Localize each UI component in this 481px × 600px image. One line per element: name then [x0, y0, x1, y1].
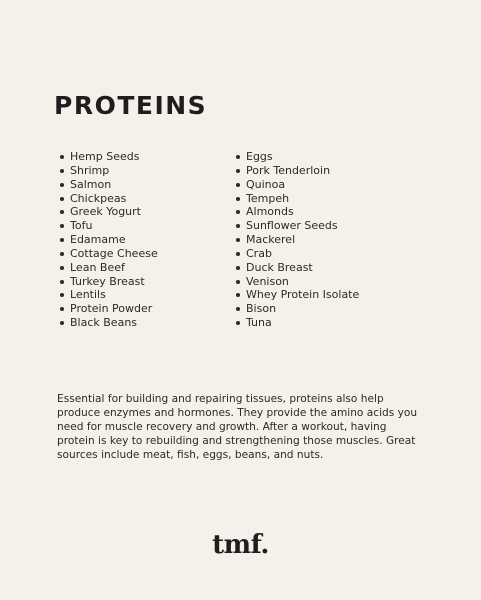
list-item-label: Protein Powder: [70, 302, 153, 316]
list-item: [58, 205, 158, 219]
list-item-label: Quinoa: [246, 177, 286, 191]
bullet-icon: [60, 321, 64, 325]
list-item: [234, 205, 359, 219]
list-item: [58, 164, 158, 178]
bullet-icon: [236, 266, 240, 270]
bullet-icon: [60, 224, 64, 228]
bullet-icon: [236, 197, 240, 201]
list-item-label: Edamame: [70, 233, 126, 247]
list-item: [234, 261, 359, 275]
list-item: [58, 150, 158, 164]
list-item: [58, 302, 158, 316]
bullet-icon: [60, 238, 64, 242]
bullet-icon: [60, 280, 64, 284]
list-item-label: Greek Yogurt: [70, 205, 141, 219]
bullet-icon: [236, 238, 240, 242]
list-item-label: Lentils: [70, 288, 106, 302]
bullet-icon: [236, 293, 240, 297]
list-item: [58, 275, 158, 289]
page-title: PROTEINS: [54, 91, 208, 120]
bullet-icon: [236, 307, 240, 311]
list-item-label: Tempeh: [246, 191, 290, 205]
list-item-label: Mackerel: [246, 233, 296, 247]
bullet-icon: [236, 252, 240, 256]
bullet-icon: [236, 183, 240, 187]
list-item: [234, 302, 359, 316]
list-item: [234, 192, 359, 206]
list-item-label: Lean Beef: [70, 260, 125, 274]
list-item: [58, 219, 158, 233]
bullet-icon: [60, 210, 64, 214]
bullet-icon: [236, 224, 240, 228]
bullet-icon: [60, 266, 64, 270]
protein-list-left: [58, 150, 158, 330]
list-item: [234, 233, 359, 247]
list-item: [234, 150, 359, 164]
protein-list-right: [234, 150, 359, 330]
list-item-label: Cottage Cheese: [70, 246, 158, 260]
bullet-icon: [60, 183, 64, 187]
list-item-label: Shrimp: [70, 163, 110, 177]
description-paragraph: Essential for building and repairing tissues, proteins also help produce enzymes and hormones. They provide the amino acids you need for muscle recovery and growth. After a workout, having protein is key to rebuilding and strengthening those muscles. Great sources include meat, fish, eggs, beans, and nuts.: [57, 393, 418, 461]
list-item: [58, 261, 158, 275]
bullet-icon: [60, 307, 64, 311]
list-item-label: Eggs: [246, 150, 273, 163]
list-item: [234, 275, 359, 289]
list-item: [234, 247, 359, 261]
list-item: [58, 192, 158, 206]
brand-logo: tmf.: [212, 530, 269, 560]
list-item-label: Tuna: [246, 316, 272, 330]
bullet-icon: [60, 197, 64, 201]
list-item-label: Pork Tenderloin: [246, 163, 331, 177]
list-item-label: Black Beans: [70, 316, 138, 330]
list-item-label: Chickpeas: [70, 191, 127, 205]
list-item: [234, 164, 359, 178]
list-item: [58, 233, 158, 247]
list-item-label: Sunflower Seeds: [246, 219, 338, 233]
list-item-label: Venison: [246, 274, 289, 288]
bullet-icon: [236, 169, 240, 173]
list-item-label: Duck Breast: [246, 260, 313, 274]
list-item-label: Tofu: [70, 219, 93, 233]
bullet-icon: [236, 321, 240, 325]
list-item-label: Almonds: [246, 205, 294, 219]
list-item-label: Whey Protein Isolate: [246, 288, 360, 302]
list-item-label: Salmon: [70, 177, 112, 191]
list-item-label: Crab: [246, 246, 272, 260]
list-item: [58, 178, 158, 192]
list-item: [58, 247, 158, 261]
list-item: [234, 219, 359, 233]
list-item-label: Hemp Seeds: [70, 150, 140, 163]
list-item: [58, 316, 158, 330]
list-item: [234, 316, 359, 330]
bullet-icon: [236, 155, 240, 159]
bullet-icon: [60, 293, 64, 297]
bullet-icon: [236, 210, 240, 214]
list-item: [234, 178, 359, 192]
list-item-label: Turkey Breast: [70, 274, 145, 288]
list-item: [58, 288, 158, 302]
list-item-label: Bison: [246, 302, 277, 316]
bullet-icon: [60, 252, 64, 256]
bullet-icon: [60, 155, 64, 159]
bullet-icon: [236, 280, 240, 284]
bullet-icon: [60, 169, 64, 173]
list-item: [234, 288, 359, 302]
